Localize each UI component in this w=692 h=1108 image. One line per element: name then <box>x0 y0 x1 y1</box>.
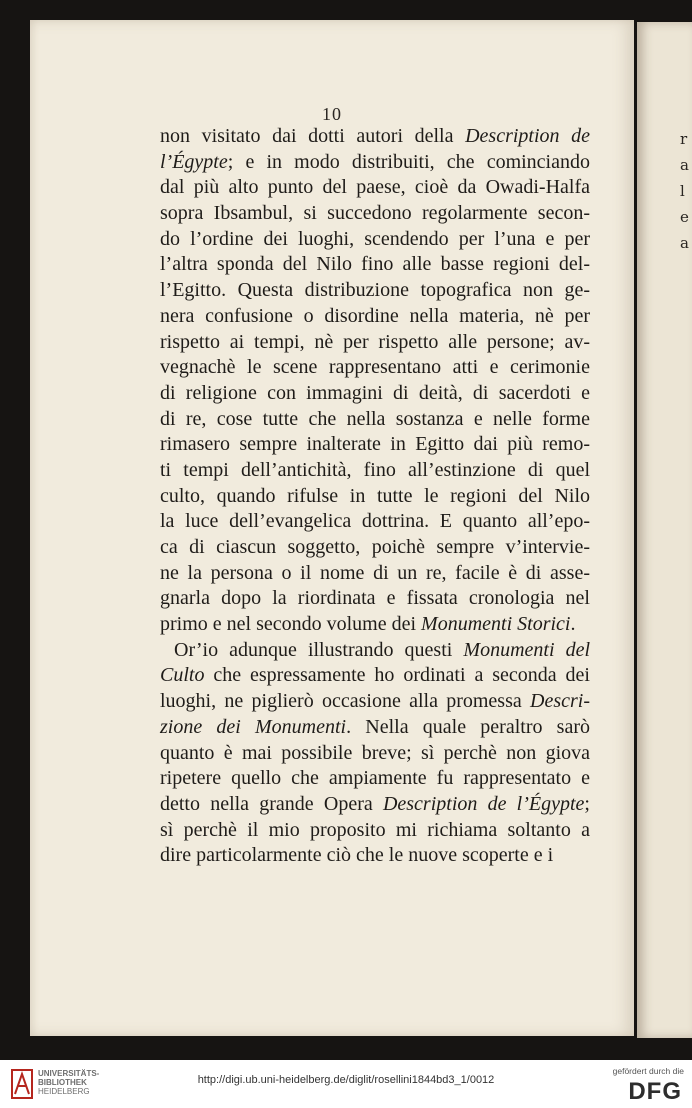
text-line <box>160 278 590 304</box>
edge-letter: l <box>680 182 685 200</box>
text-line <box>160 381 590 407</box>
text-line <box>160 715 590 741</box>
text-line <box>160 766 590 792</box>
text-run: ca di ciascun soggetto, poichè sempre v’intervie- <box>160 536 590 558</box>
text-line <box>160 407 590 433</box>
text-run: . Nella quale peraltro sarò <box>346 715 590 738</box>
text-run: ti tempi dell’antichità, fino all’estinzione di quel <box>160 458 590 481</box>
text-line <box>160 689 590 715</box>
text-line <box>160 561 590 587</box>
text-line <box>160 150 590 176</box>
text-line <box>160 586 590 612</box>
text-line <box>160 484 590 510</box>
text-line <box>160 509 590 535</box>
text-run: primo e nel secondo volume dei <box>160 613 422 636</box>
text-line <box>160 175 590 201</box>
text-run: ripetere quello che ampiamente fu rappresentato e <box>160 767 590 790</box>
text-run: ; e in modo distribuiti, che cominciando <box>227 150 590 173</box>
text-run: . <box>570 613 576 636</box>
text-line <box>160 227 590 253</box>
text-run: ne la persona o il nome di un re, facile è di asse- <box>160 561 590 584</box>
edge-letter: a <box>680 156 689 174</box>
text-line <box>160 252 590 278</box>
text-line <box>160 818 590 844</box>
text-line <box>160 638 590 664</box>
text-line <box>160 535 590 561</box>
text-line <box>160 792 590 818</box>
dfg-logo: DFG <box>628 1078 682 1105</box>
italic-text: l’Égypte <box>160 150 228 173</box>
edge-letter: e <box>680 208 689 226</box>
text-run: nera confusione o disordine nella materia, nè per <box>160 304 590 327</box>
text-run: Or’io adunque illustrando questi <box>174 638 464 661</box>
text-run: do l’ordine dei luoghi, scendendo per l’una e per <box>160 227 590 250</box>
text-line <box>160 304 590 330</box>
text-run: detto nella grande Opera <box>160 792 383 815</box>
text-run: dal più alto punto del paese, cioè da Owadi-Halfa <box>160 176 590 199</box>
text-run: non visitato dai dotti autori della <box>160 125 466 147</box>
italic-text: Descri- <box>530 690 590 713</box>
permalink-url[interactable]: http://digi.ub.uni-heidelberg.de/diglit/rosellini1844bd3_1/0012 <box>197 1074 495 1086</box>
text-run: di re, cose tutte che nella sostanza e nelle forme <box>160 407 590 430</box>
italic-text: Monumenti Storici <box>421 613 571 636</box>
text-run: dire particolarmente ciò che le nuove scoperte e i <box>160 844 554 867</box>
text-run: sopra Ibsambul, si succedono regolarmente secon- <box>160 202 590 225</box>
text-line <box>160 843 590 869</box>
text-run: l’Egitto. Questa distribuzione topografica non ge- <box>160 279 590 302</box>
text-line <box>160 663 590 689</box>
edge-letter: a <box>680 234 689 252</box>
funding-note: gefördert durch die <box>612 1066 684 1076</box>
text-run: rimasero sempre inalterate in Egitto dai più remo- <box>160 433 590 456</box>
text-run: di religione con immagini di deità, di sacerdoti e <box>160 381 590 404</box>
text-line <box>160 741 590 767</box>
edge-letter: r <box>680 130 688 148</box>
text-line <box>160 355 590 381</box>
italic-text: Description de <box>465 125 591 147</box>
text-run: gnarla dopo la riordinata e fissata cronologia nel <box>160 587 590 610</box>
text-run: la luce dell’evangelica dottrina. E quanto all’epo- <box>160 510 590 533</box>
text-line <box>160 124 590 150</box>
text-line <box>160 432 590 458</box>
text-run: culto, quando rifulse in tutte le regioni del Nilo <box>160 484 590 507</box>
text-run: luoghi, ne piglierò occasione alla promessa <box>160 690 531 713</box>
text-run: che espressamente ho ordinati a seconda dei <box>204 664 590 687</box>
body-text <box>160 124 590 869</box>
italic-text: zione dei Monumenti <box>160 715 347 738</box>
text-run: vegnachè le scene rappresentano atti e cerimonie <box>160 356 590 379</box>
text-run: l’altra sponda del Nilo fino alle basse regioni del- <box>160 253 590 276</box>
italic-text: Culto <box>160 664 205 687</box>
text-run: sì perchè il mio proposito mi richiama soltanto a <box>160 818 590 841</box>
italic-text: Monumenti del <box>463 638 590 661</box>
text-run: quanto è mai possibile breve; sì perchè non giova <box>160 741 590 764</box>
text-run: ; <box>584 792 590 815</box>
facing-page-edge <box>637 22 692 1038</box>
text-line <box>160 201 590 227</box>
library-name: UNIVERSITÄTS- BIBLIOTHEK HEIDELBERG <box>38 1069 100 1096</box>
page-number: 10 <box>322 104 342 124</box>
text-line <box>160 330 590 356</box>
text-line <box>160 458 590 484</box>
text-run: rispetto ai tempi, nè per rispetto alle persone; av- <box>160 330 590 353</box>
italic-text: Description de l’Égypte <box>382 792 585 815</box>
text-line <box>160 612 590 638</box>
